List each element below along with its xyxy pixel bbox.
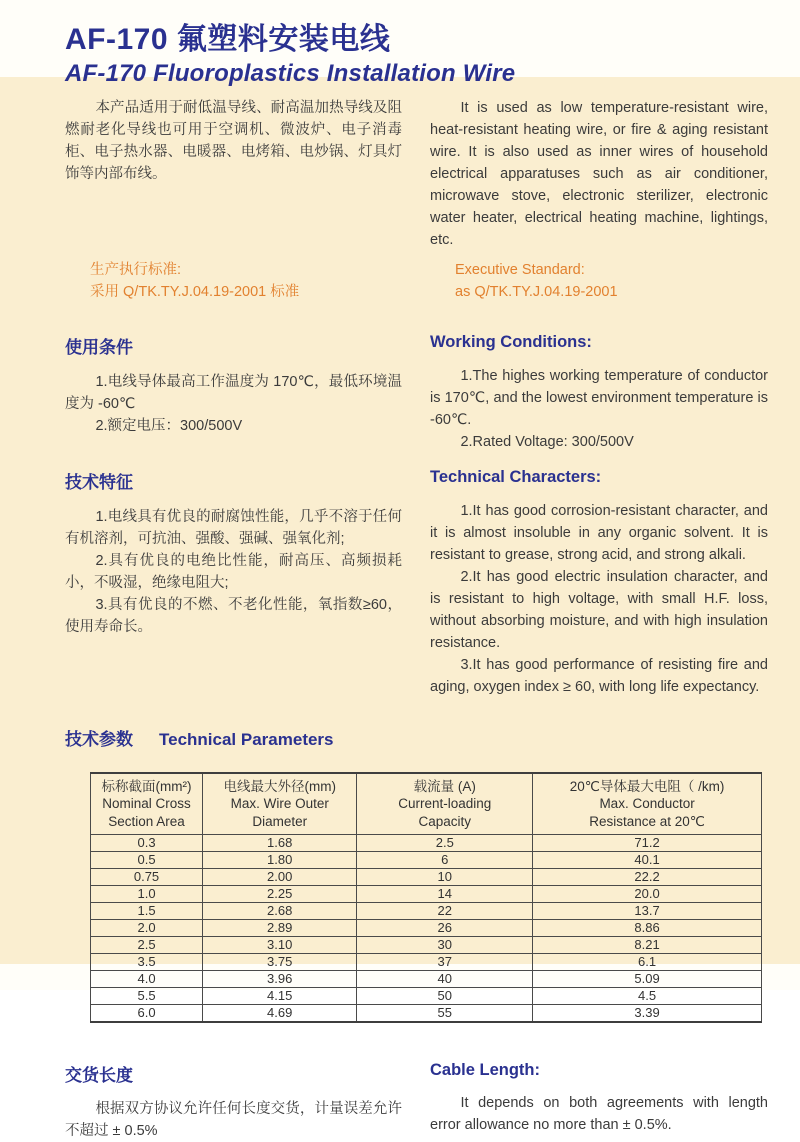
technical-characters-heading-zh: 技术特征: [65, 472, 133, 492]
table-cell: 2.5: [357, 834, 533, 851]
table-cell: 55: [357, 1004, 533, 1022]
parameters-table-body: [91, 834, 762, 1022]
table-cell: 4.5: [533, 987, 762, 1004]
cable-length-english: [430, 1061, 768, 1142]
table-row: [91, 953, 762, 970]
cable-length-heading-en: Cable Length:: [430, 1060, 540, 1079]
technical-characters-item: 2.It has good electric insulation character, and is resistant to high voltage, with small H.F. loss, without absorbing moisture, and with high insulation resistance.: [430, 568, 768, 652]
cable-length-text-en-wrap: [430, 1092, 768, 1136]
table-header-cell: [533, 773, 762, 834]
table-cell: 2.89: [203, 919, 357, 936]
working-conditions-chinese: [65, 333, 402, 453]
column-label-zh: 20℃导体最大电阻（ /km): [569, 779, 725, 795]
executive-standard-english: [430, 260, 768, 304]
table-cell: 22: [357, 902, 533, 919]
table-row: [91, 902, 762, 919]
working-conditions-section: [65, 333, 768, 453]
table-cell: 1.68: [203, 834, 357, 851]
table-cell: 5.5: [91, 987, 203, 1004]
column-label-zh: 电线最大外径(mm): [223, 779, 336, 795]
table-cell: 8.21: [533, 936, 762, 953]
table-cell: 1.5: [91, 902, 203, 919]
working-conditions-item: 2.Rated Voltage: 300/500V: [460, 433, 634, 450]
technical-parameters-table: [90, 772, 762, 1023]
table-cell: 50: [357, 987, 533, 1004]
table-cell: 13.7: [533, 902, 762, 919]
column-label-en: Resistance at 20℃: [589, 813, 705, 829]
cable-length-text-zh-wrap: [65, 1098, 402, 1142]
table-row: [91, 936, 762, 953]
technical-characters-item: 2.具有优良的电绝比性能，耐高压、高频损耗小，不吸湿，绝缘电阻大;: [65, 552, 402, 591]
working-conditions-items-zh: [65, 371, 402, 437]
technical-characters-item: 3.It has good performance of resisting fire and aging, oxygen index ≥ 60, with long life expectancy.: [430, 657, 768, 696]
table-header-cell: [203, 773, 357, 834]
table-cell: 2.5: [91, 936, 203, 953]
intro-paragraph-chinese: 本产品适用于耐低温导线、耐高温加热导线及阻燃耐老化导线也可用于空调机、微波炉、电子消毒柜、电子热水器、电暖器、电烤箱、电炒锅、灯具灯饰等内部布线。: [65, 100, 402, 183]
working-conditions-item: 2.额定电压：300/500V: [95, 417, 243, 434]
table-row: [91, 885, 762, 902]
cable-length-text-zh: 根据双方协议允许任何长度交货，计量误差允许不超过 ± 0.5%: [65, 1100, 402, 1139]
table-cell: 0.75: [91, 868, 203, 885]
table-cell: 2.25: [203, 885, 357, 902]
technical-characters-chinese: [65, 468, 402, 698]
executive-standard-label-en: Executive Standard:: [455, 262, 585, 279]
executive-standard-value-zh: 采用 Q/TK.TY.J.04.19-2001 标准: [90, 283, 300, 300]
table-cell: 3.39: [533, 1004, 762, 1022]
table-cell: 3.96: [203, 970, 357, 987]
table-header: [91, 773, 762, 834]
executive-standard-chinese: [65, 260, 402, 304]
technical-characters-item: 1.电线具有优良的耐腐蚀性能，几乎不溶于任何有机溶剂，可抗油、强酸、强碱、强氧化剂;: [65, 508, 402, 547]
technical-parameters-heading: [65, 725, 768, 750]
table-row: [91, 970, 762, 987]
table-cell: 22.2: [533, 868, 762, 885]
executive-standard-value-en: as Q/TK.TY.J.04.19-2001: [455, 283, 618, 300]
column-label-en: Max. Wire Outer: [230, 796, 329, 812]
working-conditions-heading-zh: 使用条件: [65, 337, 133, 357]
table-cell: 3.5: [91, 953, 203, 970]
intro-section: [65, 97, 768, 251]
executive-standard-label-zh: 生产执行标准:: [90, 262, 182, 279]
table-row: [91, 868, 762, 885]
technical-parameters-heading-en: Technical Parameters: [159, 730, 334, 750]
cable-length-heading-zh: 交货长度: [65, 1065, 133, 1085]
table-cell: 14: [357, 885, 533, 902]
page-title-english: AF-170 Fluoroplastics Installation Wire: [65, 60, 516, 87]
table-cell: 3.10: [203, 936, 357, 953]
table-cell: 10: [357, 868, 533, 885]
page-content: [0, 77, 800, 1139]
table-cell: 37: [357, 953, 533, 970]
table-cell: 20.0: [533, 885, 762, 902]
table-cell: 26: [357, 919, 533, 936]
working-conditions-item: 1.The highes working temperature of conductor is 170℃, and the lowest environment temperature is -60℃.: [430, 367, 768, 428]
page-header: [0, 0, 800, 87]
table-header-cell: [91, 773, 203, 834]
table-row: [91, 1004, 762, 1022]
technical-characters-item: 1.It has good corrosion-resistant character, and it is almost insoluble in any organic solvent. It is resistant to grease, strong acid, and strong alkali.: [430, 502, 768, 563]
working-conditions-english: [430, 333, 768, 453]
table-cell: 40.1: [533, 851, 762, 868]
table-cell: 71.2: [533, 834, 762, 851]
technical-characters-items-zh: [65, 506, 402, 638]
cable-length-section: [65, 1061, 768, 1142]
technical-characters-item: 3.具有优良的不燃、不老化性能，氧指数≥60，使用寿命长。: [65, 596, 402, 635]
table-header-cell: [357, 773, 533, 834]
table-row: [91, 851, 762, 868]
table-cell: 8.86: [533, 919, 762, 936]
table-cell: 0.3: [91, 834, 203, 851]
column-label-en: Nominal Cross: [102, 796, 191, 812]
column-label-zh: 标称截面(mm²): [101, 779, 192, 795]
table-cell: 6.0: [91, 1004, 203, 1022]
table-cell: 40: [357, 970, 533, 987]
table-cell: 4.69: [203, 1004, 357, 1022]
cable-length-text-en: It depends on both agreements with length error allowance no more than ± 0.5%.: [430, 1094, 768, 1133]
column-label-en: Current-loading: [398, 796, 492, 812]
table-cell: 2.68: [203, 902, 357, 919]
standards-section: [65, 260, 768, 304]
column-label-en: Section Area: [108, 813, 185, 829]
column-label-en: Capacity: [418, 813, 472, 829]
column-label-zh: 载流量 (A): [413, 779, 476, 795]
table-cell: 1.80: [203, 851, 357, 868]
table-row: [91, 834, 762, 851]
table-cell: 0.5: [91, 851, 203, 868]
cable-length-chinese: [65, 1061, 402, 1142]
table-cell: 2.00: [203, 868, 357, 885]
working-conditions-item: 1.电线导体最高工作温度为 170℃，最低环境温度为 -60℃: [65, 373, 402, 412]
table-cell: 4.15: [203, 987, 357, 1004]
table-cell: 30: [357, 936, 533, 953]
table-cell: 4.0: [91, 970, 203, 987]
page-title-chinese: AF-170 氟塑料安装电线: [65, 23, 391, 56]
column-label-en: Diameter: [252, 813, 308, 829]
table-cell: 2.0: [91, 919, 203, 936]
technical-characters-section: [65, 468, 768, 698]
working-conditions-items-en: [430, 365, 768, 453]
column-label-en: Max. Conductor: [599, 796, 695, 812]
table-cell: 6.1: [533, 953, 762, 970]
technical-parameters-heading-zh: 技术参数: [65, 730, 133, 750]
table-row: [91, 919, 762, 936]
table-cell: 5.09: [533, 970, 762, 987]
intro-paragraph-english: It is used as low temperature-resistant wire, heat-resistant heating wire, or fire & aging resistant wire. It is also used as inner wires of household electrical apparatuses such as air conditioner, microwave stove, electronic sterilizer, electronic water heater, electrical heating machine, lightings, etc.: [430, 100, 768, 249]
table-cell: 3.75: [203, 953, 357, 970]
technical-characters-heading-en: Technical Characters:: [430, 467, 602, 486]
table-cell: 6: [357, 851, 533, 868]
technical-characters-english: [430, 468, 768, 698]
table-header-row: [91, 773, 762, 834]
working-conditions-heading-en: Working Conditions:: [430, 332, 592, 351]
table-cell: 1.0: [91, 885, 203, 902]
technical-characters-items-en: [430, 500, 768, 698]
